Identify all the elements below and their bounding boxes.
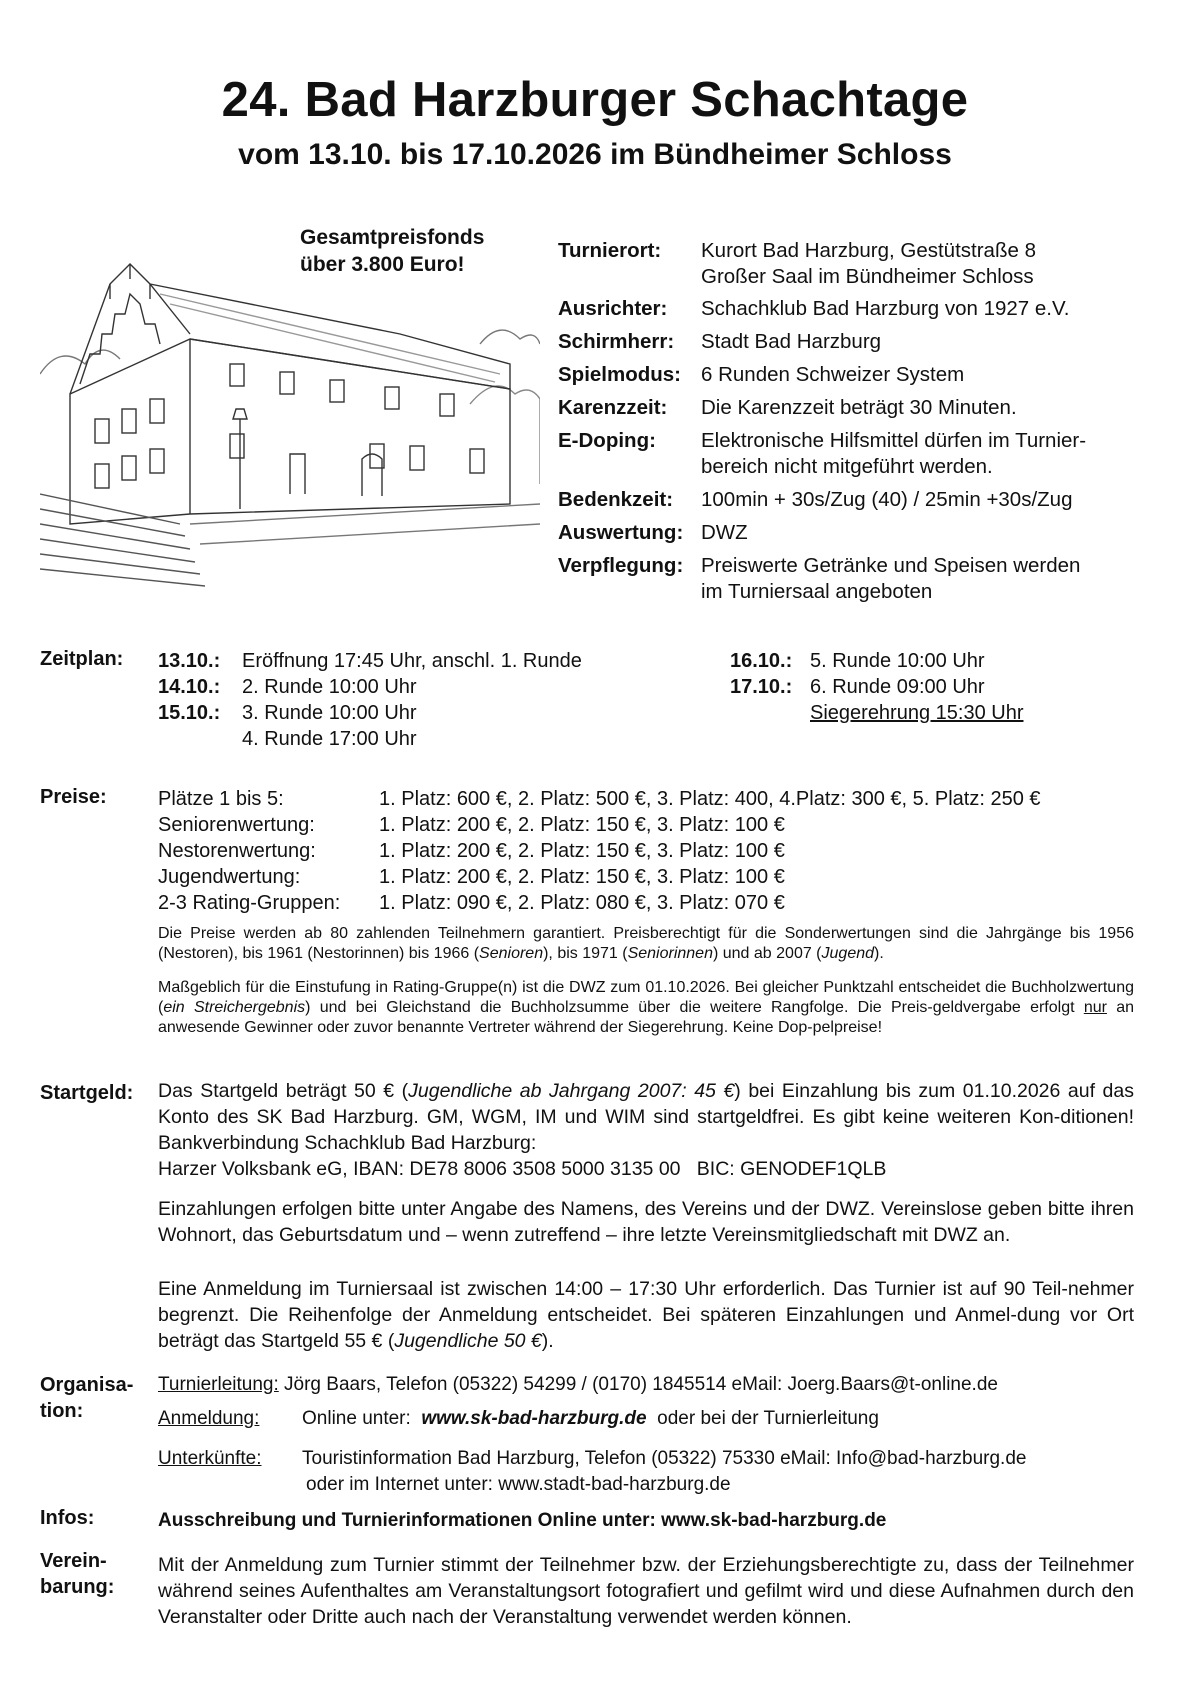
schedule-date: 16.10.: [730, 650, 793, 672]
prize-values: 1. Platz: 200 €, 2. Platz: 150 €, 3. Platz: 100 € [379, 814, 785, 836]
info-value: Kurort Bad Harzburg, Gestütstraße 8 [701, 239, 1036, 262]
castle-sketch-image [40, 224, 540, 588]
payment-instructions: Einzahlungen erfolgen bitte unter Angabe des Namens, des Vereins und der DWZ. Vereinslose geben bitte ihren Wohnort, das Geburtsdatum und – wenn zutreffend – ihre letzte Vereinsmitgliedschaft mit DWZ an. [158, 1198, 1134, 1246]
prize-values: 1. Platz: 200 €, 2. Platz: 150 €, 3. Platz: 100 € [379, 866, 785, 888]
prize-note-eligibility: Die Preise werden ab 80 zahlenden Teilnehmern garantiert. Preisberechtigt für die Sonderwertungen sind die Jahrgänge bis 1956 (Nestoren), bis 1961 (Nestorinnen) bis 1966 (Senioren), bis 1971 (Seniorinnen) und ab 2007 (Jugend). [158, 925, 1134, 962]
prize-category: Plätze 1 bis 5: [158, 788, 284, 810]
prize-values: 1. Platz: 600 €, 2. Platz: 500 €, 3. Platz: 400, 4.Platz: 300 €, 5. Platz: 250 € [379, 788, 1041, 810]
schedule-date: 14.10.: [158, 676, 221, 698]
fee-paragraph: Das Startgeld beträgt 50 € (Jugendliche ab Jahrgang 2007: 45 €) bei Einzahlung bis zum 01.10.2026 auf das Konto des SK Bad Harzburg. GM, WGM, IM und WIM sind startgeldfrei. Es gibt keine weiteren Kon-ditionen! Bankverbindung Schachklub Bad Harzburg: [158, 1080, 1134, 1154]
schedule-item: 2. Runde 10:00 Uhr [242, 676, 417, 698]
prize-category: 2-3 Rating-Gruppen: [158, 892, 341, 914]
registration-info: Eine Anmeldung im Turniersaal ist zwischen 14:00 – 17:30 Uhr erforderlich. Das Turnier ist auf 90 Teil-nehmer begrenzt. Die Reihenfolge der Anmeldung entscheidet. Bei späteren Einzahlungen und Anmel-dung vor Ort beträgt das Startgeld 55 € (Jugendliche 50 €). [158, 1278, 1134, 1352]
prize-values: 1. Platz: 090 €, 2. Platz: 080 €, 3. Platz: 070 € [379, 892, 785, 914]
info-value: Großer Saal im Bündheimer Schloss [701, 265, 1034, 288]
tournament-director-label: Turnierleitung: [158, 1374, 279, 1395]
organisation-details: Turnierleitung: Jörg Baars, Telefon (05322) 54299 / (0170) 1845514 eMail: Joerg.Baars@t-online.de Anmeldung: Online unter: www.sk-bad-harzburg.de oder bei der Turnierleitung Unterkünfte: Touristinformation Bad Harzburg, Telefon (05322) 75330 eMail: Info@bad-harzburg.de oder im Internet unter: www.stadt-bad-harzburg.de [158, 1372, 998, 1498]
page-title: 24. Bad Harzburger Schachtage [221, 73, 969, 127]
schedule-item: 3. Runde 10:00 Uhr [242, 702, 417, 724]
info-label: Schirmherr: [558, 330, 675, 353]
prize-category: Seniorenwertung: [158, 814, 315, 836]
prize-values: 1. Platz: 200 €, 2. Platz: 150 €, 3. Platz: 100 € [379, 840, 785, 862]
prize-fund-callout [300, 224, 484, 278]
accommodation-label: Unterkünfte: [158, 1448, 262, 1469]
info-label: Auswertung: [558, 521, 684, 544]
info-value: im Turniersaal angeboten [701, 580, 933, 603]
info-value: Schachklub Bad Harzburg von 1927 e.V. [701, 297, 1070, 320]
schedule-item: 6. Runde 09:00 Uhr [810, 676, 985, 698]
agreement-text: Mit der Anmeldung zum Turnier stimmt der Teilnehmer bzw. der Erziehungsberechtigte zu, dass der Teilnehmer während seines Aufenthaltes am Veranstaltungsort fotografiert und gefilmt wird und diese Aufnahmen durch den Veranstalter oder Dritte auch nach der Veranstaltung verwendet werden können. [158, 1554, 1134, 1628]
info-value: Die Karenzzeit beträgt 30 Minuten. [701, 396, 1017, 419]
info-label: Bedenkzeit: [558, 488, 674, 511]
schedule-right [730, 648, 1024, 726]
prize-category: Nestorenwertung: [158, 840, 316, 862]
schedule-date: 17.10.: [730, 676, 793, 698]
info-label: Turnierort: [558, 239, 662, 262]
registration-link[interactable]: www.sk-bad-harzburg.de [421, 1408, 647, 1429]
info-value: Elektronische Hilfsmittel dürfen im Turnier- [701, 429, 1087, 452]
info-label: Spielmodus: [558, 363, 682, 386]
fee-label: Startgeld: [40, 1082, 134, 1104]
infos-text: Ausschreibung und Turnierinformationen Online unter: www.sk-bad-harzburg.de [158, 1510, 887, 1531]
agreement-label: Verein- barung: [40, 1550, 115, 1598]
accommodation-web: oder im Internet unter: www.stadt-bad-harzburg.de [306, 1474, 731, 1495]
accommodation-contact: Touristinformation Bad Harzburg, Telefon (05322) 75330 eMail: Info@bad-harzburg.de [302, 1448, 1027, 1469]
prize-table [158, 786, 1041, 916]
info-label: Karenzzeit: [558, 396, 668, 419]
tournament-director-contact: Jörg Baars, Telefon (05322) 54299 / (0170) 1845514 eMail: Joerg.Baars@t-online.de [284, 1374, 998, 1395]
prizes-label: Preise: [40, 786, 107, 808]
schedule-item: 5. Runde 10:00 Uhr [810, 650, 985, 672]
info-value: Stadt Bad Harzburg [701, 330, 882, 353]
info-value: Preiswerte Getränke und Speisen werden [701, 554, 1081, 577]
info-label: Verpflegung: [558, 554, 684, 577]
schedule-date: 13.10.: [158, 650, 221, 672]
award-ceremony: Siegerehrung 15:30 Uhr [810, 702, 1024, 724]
organisation-label: Organisa- tion: [40, 1374, 134, 1422]
schedule-date: 15.10.: [158, 702, 221, 724]
info-value: bereich nicht mitgeführt werden. [701, 455, 993, 478]
schedule-item: Eröffnung 17:45 Uhr, anschl. 1. Runde [242, 650, 582, 672]
registration-label: Anmeldung: [158, 1408, 260, 1429]
page-subtitle: vom 13.10. bis 17.10.2026 im Bündheimer Schloss [238, 138, 952, 171]
schedule-item: 4. Runde 17:00 Uhr [242, 728, 417, 750]
infos-label: Infos: [40, 1507, 95, 1529]
schedule-left [158, 648, 582, 752]
prize-fund-line1: Gesamtpreisfonds [300, 226, 485, 249]
prize-category: Jugendwertung: [158, 866, 301, 888]
prize-note-tiebreak: Maßgeblich für die Einstufung in Rating-Gruppe(n) ist die DWZ zum 01.10.2026. Bei gleicher Punktzahl entscheidet die Buchholzwertung (ein Streichergebnis) und bei Gleichstand die Buchholzsumme über die weitere Rangfolge. Die Preis-geldvergabe erfolgt nur an anwesende Gewinner oder zuvor benannte Vertreter während der Siegerehrung. Keine Dop-pelpreise! [158, 979, 1135, 1036]
prize-fund-line2: über 3.800 Euro! [300, 253, 465, 276]
info-value: 6 Runden Schweizer System [701, 363, 965, 386]
info-value: 100min + 30s/Zug (40) / 25min +30s/Zug [701, 488, 1073, 511]
info-label: Ausrichter: [558, 297, 668, 320]
info-value: DWZ [701, 521, 748, 544]
info-label: E-Doping: [558, 429, 656, 452]
bank-details: Harzer Volksbank eG, IBAN: DE78 8006 3508 5000 3135 00 BIC: GENODEF1QLB [158, 1158, 887, 1180]
schedule-label: Zeitplan: [40, 648, 124, 670]
